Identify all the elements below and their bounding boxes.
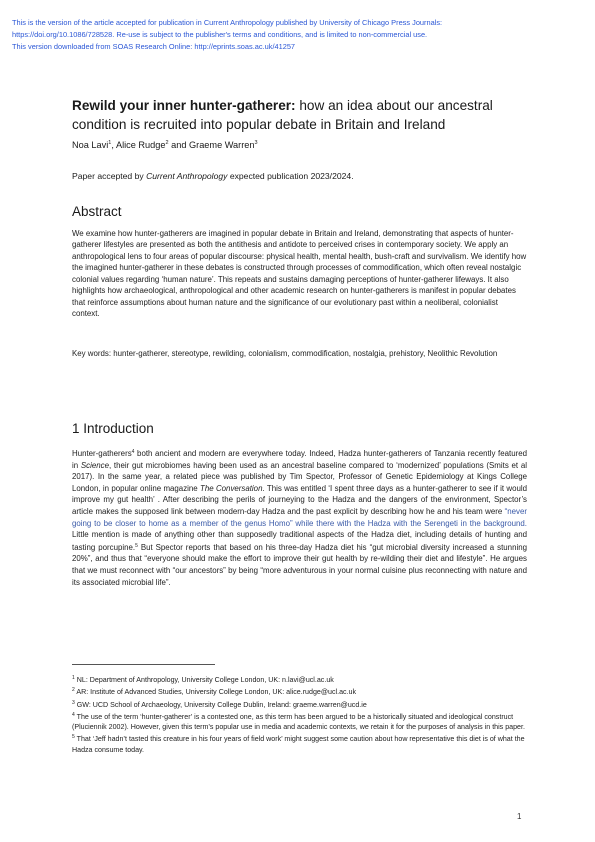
publication-notice	[12, 17, 587, 53]
keywords	[72, 348, 527, 359]
author-separator: ,	[111, 140, 116, 150]
footnotes	[72, 673, 527, 755]
notice-line-download[interactable]: This version downloaded from SOAS Research Online: http://eprints.soas.ac.uk/41257	[12, 42, 296, 51]
body-text: Little mention is made of anything other than supposedly traditional aspects of the Hadza diet, including details of hunting and tasting porcupine.	[72, 530, 527, 552]
footnote-divider	[72, 664, 215, 665]
affiliation-mark: 1	[108, 140, 112, 146]
footnote-mark: 3	[72, 699, 75, 706]
body-text: . After describing the perils of journeying to the Hadza and the dangers of the environment, Spector’s article makes the supposed link between modern-day Hadza and the past explicit by describing how he and his team were	[72, 495, 528, 516]
footnote-text: AR: Institute of Advanced Studies, University College London, UK: alice.rudge@ucl.ac.uk	[74, 688, 357, 697]
magazine-mention: The Conversation	[200, 483, 263, 493]
footnote-text: The use of the term ‘hunter-gatherer’ is a contested one, as this term has been argued to be a historically situated and ideological construct (Pluciennik 2002). However, given this term’s popular use in media and academic contexts, we retain it for the purposes of analysis in this paper.	[72, 712, 525, 732]
journal-mention: Science	[80, 460, 109, 470]
footnote-mark: 1	[72, 675, 75, 681]
acceptance-prefix: Paper accepted by	[72, 171, 147, 181]
title-subtitle: how an idea about our ancestral condition is recruited into popular debate in Britain and Ireland	[72, 98, 493, 132]
body-text: Hunter-gatherers	[72, 449, 132, 458]
body-text: . This was entitled ‘I spent three days as a hunter-gatherer to see if it would improve my gut health’	[72, 483, 527, 505]
footnote	[72, 732, 527, 755]
footnote	[72, 685, 527, 697]
quotation: “never going to be closer to home as a member of the genus Homo” while there with the Hadza with the Serengeti in the background.	[72, 506, 527, 528]
body-text: But Spector reports that based on his three-day Hadza diet his “gut microbial diversity increased a stunning 20%”, and thus that “everyone should make the effort to improve their gut health by re-wilding their diet and lifestyle”. He argues that we must reconnect with “our ancestors” by being “more adventurous in your normal cuisine plus reconnecting with nature and its associated microbial life”.	[72, 542, 527, 587]
affiliation-mark: 3	[254, 140, 258, 146]
title-main: Rewild your inner hunter-gatherer:	[72, 98, 296, 113]
footnote-mark: 2	[72, 687, 75, 694]
author-name: Noa Lavi	[72, 140, 109, 150]
notice-line: This is the version of the article accepted for publication in Current Anthropology published by University of Chicago Press Journals:	[12, 18, 443, 27]
footnote	[72, 710, 527, 733]
abstract-heading: Abstract	[72, 204, 122, 219]
footnote	[72, 698, 527, 710]
footnote-text: That ‘Jeff hadn’t tasted this creature in his four years of field work’ might suggest some caution about how representative this diet is of what the Hadza consume today.	[72, 735, 525, 754]
section-heading-introduction: 1 Introduction	[72, 421, 154, 436]
author-name: Alice Rudge	[115, 140, 166, 150]
footnote-mark: 5	[72, 734, 75, 741]
body-text: both ancient and modern are everywhere today. Indeed, Hadza hunter-gatherers of Tanzania recently featured in	[72, 449, 527, 470]
body-text: , their gut microbiomes having been used as an ancestral baseline compared to ‘modernized’ populations (Smits et al 2017). In the same year, a related piece was published by Tim Spector, Professor of Genetic Epidemiology at Kings College London, in popular online magazine	[72, 460, 527, 493]
acceptance-suffix: expected publication 2023/2024.	[227, 171, 354, 181]
footnote-mark: 4	[72, 711, 75, 718]
keywords-label: Key words	[72, 349, 109, 358]
author-separator: and	[168, 140, 189, 150]
footnote-text: NL: Department of Anthropology, University College London, UK: n.lavi@ucl.ac.uk	[74, 676, 334, 684]
abstract-text: We examine how hunter-gatherers are imagined in popular debate in Britain and Ireland, demonstrating that aspects of hunter-gatherer lifestyles are presented as both the antithesis and antidote to perceived crises in contemporary society. We apply an anthropological lens to four areas of popular discourse: physical health, mental health, bush-craft and survivalism. We identify how the imagined hunter-gatherer in these debates is constructed through processes of commodification, which often reveal nostalgic colonial values regarding ‘human nature’. This repeats and sustains damaging perceptions of hunter-gatherer lifeways. It also highlights how archaeological, anthropological and other academic research on hunter-gatherers is manifest in popular debates that reinforce assumptions about human nature and the significance of our evolutionary past within a neoliberal, colonialist context.	[72, 229, 527, 319]
paper-title	[72, 96, 527, 134]
footnote-text: GW: UCD School of Archaeology, University College Dublin, Ireland: graeme.warren@ucd.ie	[74, 700, 367, 709]
keywords-list: : hunter-gatherer, stereotype, rewilding, colonialism, commodification, nostalgia, prehistory, Neolithic Revolution	[108, 349, 498, 358]
journal-name: Current Anthropology	[146, 171, 228, 181]
affiliation-mark: 2	[165, 140, 169, 146]
footnote-ref[interactable]: 5	[135, 542, 138, 549]
footnote	[72, 673, 527, 685]
page-number: 1	[517, 812, 522, 821]
introduction-paragraph	[72, 447, 527, 588]
author-name: Graeme Warren	[188, 140, 255, 150]
author-list	[72, 137, 527, 151]
notice-line-doi[interactable]: https://doi.org/10.1086/728528. Re-use is subject to the publisher's terms and conditions, and is limited to non-commercial use.	[12, 30, 428, 39]
acceptance-note	[72, 170, 527, 182]
footnote-ref[interactable]: 4	[131, 449, 135, 455]
